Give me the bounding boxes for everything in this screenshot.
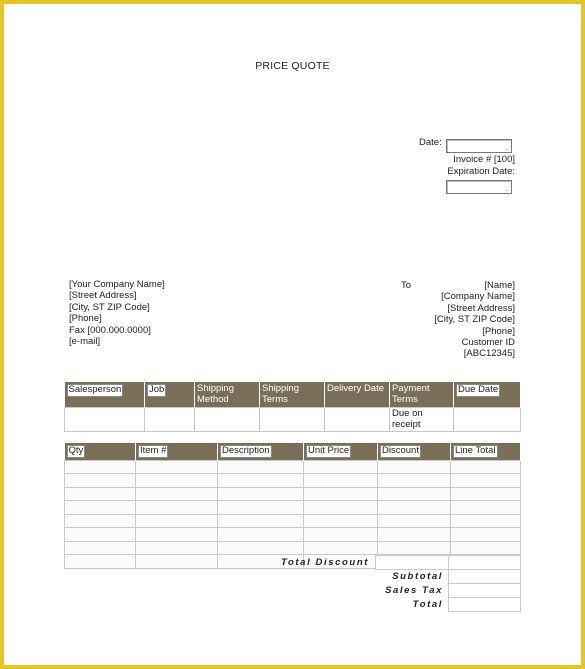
table-row	[65, 528, 521, 542]
item-cell[interactable]	[304, 541, 378, 555]
company-line: [e-mail]	[69, 336, 101, 348]
company-line: [City, ST ZIP Code]	[69, 301, 150, 313]
expiration-date-field[interactable]	[446, 180, 512, 194]
table-row	[65, 541, 521, 555]
subtotal-field[interactable]	[448, 569, 521, 584]
header-delivery-date: Delivery Date	[325, 382, 390, 408]
item-cell[interactable]	[378, 514, 451, 528]
item-cell[interactable]	[304, 514, 378, 528]
header-shipping-terms: Shipping Terms	[260, 382, 325, 408]
item-cell[interactable]	[218, 514, 304, 528]
item-cell[interactable]	[304, 501, 378, 515]
item-cell[interactable]	[378, 528, 451, 542]
item-cell[interactable]	[218, 460, 304, 474]
order-data-row	[65, 408, 521, 432]
item-cell[interactable]	[218, 528, 304, 542]
customer-line: [Company Name]	[441, 291, 515, 303]
item-cell[interactable]	[304, 460, 378, 474]
expiration-label: Expiration Date:	[447, 166, 515, 177]
customer-line: [Phone]	[482, 325, 515, 337]
item-cell[interactable]	[136, 501, 218, 515]
item-cell[interactable]	[218, 501, 304, 515]
invoice-number: Invoice # [100]	[453, 154, 515, 165]
item-cell[interactable]	[451, 487, 521, 501]
total-discount-label: Total Discount	[280, 557, 369, 568]
company-line: Fax [000.000.0000]	[69, 324, 151, 336]
item-cell[interactable]	[218, 474, 304, 488]
table-row	[65, 460, 521, 474]
field-handle-icon: ..	[505, 145, 509, 152]
header-qty: Qty	[65, 443, 136, 460]
item-cell[interactable]	[378, 474, 451, 488]
item-cell[interactable]	[136, 514, 218, 528]
company-address	[69, 279, 165, 347]
document-title: PRICE QUOTE	[255, 60, 330, 72]
table-row	[65, 487, 521, 501]
item-cell[interactable]	[451, 514, 521, 528]
customer-line: [Name]	[484, 280, 515, 291]
item-cell[interactable]	[65, 501, 136, 515]
total-label: Total	[412, 599, 443, 610]
table-row	[65, 514, 521, 528]
cell-salesperson[interactable]	[65, 408, 145, 432]
header-payment-terms: Payment Terms	[390, 382, 454, 408]
cell-delivery-date[interactable]	[325, 408, 390, 432]
item-cell[interactable]	[304, 474, 378, 488]
item-cell[interactable]	[65, 541, 136, 555]
customer-address	[434, 280, 515, 360]
item-cell[interactable]	[136, 541, 218, 555]
item-cell[interactable]	[378, 460, 451, 474]
item-cell[interactable]	[378, 541, 451, 555]
customer-line: Customer ID	[461, 337, 515, 349]
date-field[interactable]	[446, 139, 512, 153]
item-cell[interactable]	[218, 541, 304, 555]
order-info-table	[64, 382, 521, 432]
order-header-row	[65, 382, 521, 408]
header-due-date: Due Date	[454, 382, 521, 408]
item-cell[interactable]	[451, 460, 521, 474]
sales-tax-field[interactable]	[448, 583, 521, 598]
to-label: To	[401, 280, 412, 291]
company-line: [Phone]	[69, 313, 102, 325]
item-cell[interactable]	[65, 555, 136, 569]
total-discount-field[interactable]	[375, 555, 450, 570]
item-cell[interactable]	[451, 501, 521, 515]
item-cell[interactable]	[65, 487, 136, 501]
cell-due-date[interactable]	[454, 408, 521, 432]
item-cell[interactable]	[65, 528, 136, 542]
item-cell[interactable]	[136, 555, 218, 569]
sales-tax-label: Sales Tax	[385, 585, 443, 596]
item-cell[interactable]	[218, 487, 304, 501]
item-cell[interactable]	[378, 487, 451, 501]
company-line: [Your Company Name]	[69, 279, 165, 290]
total-discount-value[interactable]	[448, 555, 521, 570]
customer-line: [Street Address]	[447, 302, 515, 314]
header-shipping-method: Shipping Method	[195, 382, 260, 408]
company-line: [Street Address]	[69, 290, 137, 302]
item-cell[interactable]	[451, 528, 521, 542]
header-unit-price: Unit Price	[304, 443, 378, 460]
header-salesperson: Salesperson	[65, 382, 145, 408]
item-cell[interactable]	[378, 501, 451, 515]
item-cell[interactable]	[136, 487, 218, 501]
item-cell[interactable]	[136, 460, 218, 474]
subtotal-label: Subtotal	[392, 571, 443, 582]
customer-line: [City, ST ZIP Code]	[434, 314, 515, 326]
customer-line: [ABC12345]	[463, 348, 515, 360]
table-row	[65, 501, 521, 515]
item-cell[interactable]	[65, 474, 136, 488]
items-header-row	[65, 443, 521, 460]
item-cell[interactable]	[451, 474, 521, 488]
item-cell[interactable]	[451, 541, 521, 555]
cell-shipping-terms[interactable]	[260, 408, 325, 432]
item-cell[interactable]	[304, 528, 378, 542]
price-quote-document	[4, 4, 581, 665]
header-item-number: Item #	[136, 443, 218, 460]
line-items-table	[64, 443, 521, 569]
item-cell[interactable]	[136, 474, 218, 488]
table-row	[65, 474, 521, 488]
header-line-total: Line Total	[451, 443, 521, 460]
item-cell[interactable]	[65, 514, 136, 528]
cell-shipping-method[interactable]	[195, 408, 260, 432]
header-discount: Discount	[378, 443, 451, 460]
item-cell[interactable]	[65, 460, 136, 474]
total-field[interactable]	[448, 597, 521, 612]
date-label: Date:	[419, 137, 442, 148]
cell-job[interactable]	[145, 408, 195, 432]
field-handle-icon: ..	[505, 186, 509, 193]
item-cell[interactable]	[136, 528, 218, 542]
header-description: Description	[218, 443, 304, 460]
item-cell[interactable]	[304, 487, 378, 501]
header-job: Job	[145, 382, 195, 408]
cell-payment-terms[interactable]: Due on receipt	[390, 408, 454, 432]
